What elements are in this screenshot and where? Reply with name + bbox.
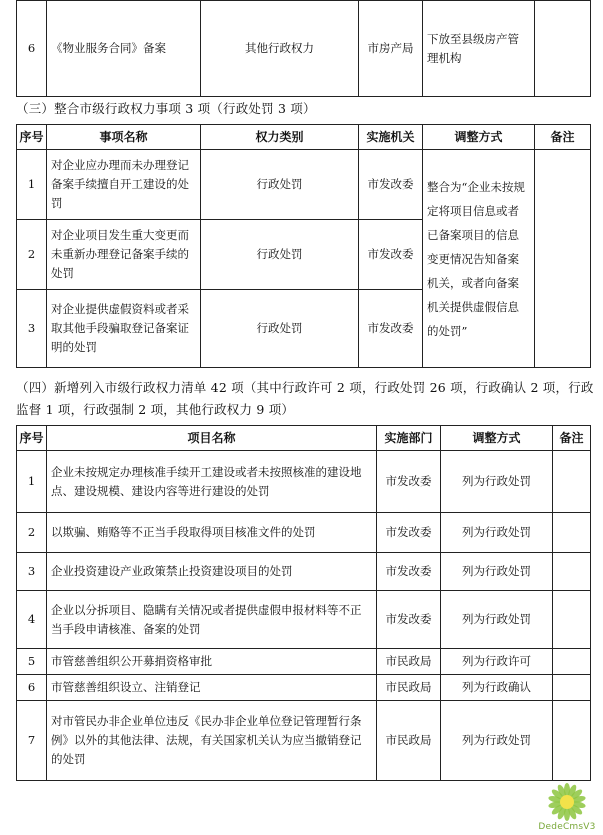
implementing-agency: 市房产局 — [359, 1, 423, 97]
item-name: 对企业提供虚假资料或者采取其他手段骗取登记备案证明的处罚 — [47, 290, 201, 368]
remarks-merged — [535, 150, 591, 368]
flower-icon — [536, 782, 598, 822]
header-agency: 实施部门 — [377, 426, 441, 451]
adjustment-method: 列为行政处罚 — [441, 451, 553, 513]
adjustment-method: 列为行政确认 — [441, 675, 553, 701]
remarks — [553, 553, 591, 591]
header-agency: 实施机关 — [359, 125, 423, 150]
table-row — [17, 1, 591, 97]
row-number: 5 — [17, 649, 47, 675]
dedecms-watermark-logo — [536, 782, 598, 832]
adjustment-method: 下放至县级房产管理机构 — [423, 1, 535, 97]
power-type: 行政处罚 — [201, 150, 359, 220]
adjustment-method: 列为行政处罚 — [441, 701, 553, 781]
item-name: 企业以分拆项目、隐瞒有关情况或者提供虚假申报材料等不正当手段申请核准、备案的处罚 — [47, 591, 377, 649]
adjustment-method-merged: 整合为“企业未按规定将项目信息或者已备案项目的信息变更情况告知备案机关，或者向备案机关提供虚假信息的处罚” — [423, 150, 535, 368]
table-row — [17, 513, 591, 553]
implementing-agency: 市发改委 — [377, 451, 441, 513]
row-number: 7 — [17, 701, 47, 781]
row-number: 3 — [17, 290, 47, 368]
header-number: 序号 — [17, 125, 47, 150]
item-name: 企业投资建设产业政策禁止投资建设项目的处罚 — [47, 553, 377, 591]
table-continuation — [16, 0, 591, 97]
row-number: 2 — [17, 513, 47, 553]
implementing-agency: 市民政局 — [377, 675, 441, 701]
header-remarks: 备注 — [535, 125, 591, 150]
row-number: 1 — [17, 150, 47, 220]
adjustment-method: 列为行政许可 — [441, 649, 553, 675]
header-remarks: 备注 — [553, 426, 591, 451]
item-name: 对企业项目发生重大变更而未重新办理登记备案手续的处罚 — [47, 220, 201, 290]
implementing-agency: 市发改委 — [377, 513, 441, 553]
table-section-3 — [16, 124, 591, 368]
row-number: 6 — [17, 675, 47, 701]
header-adjustment: 调整方式 — [423, 125, 535, 150]
header-number: 序号 — [17, 426, 47, 451]
power-type: 其他行政权力 — [201, 1, 359, 97]
remarks — [553, 675, 591, 701]
item-name: 市管慈善组织设立、注销登记 — [47, 675, 377, 701]
implementing-agency: 市民政局 — [377, 701, 441, 781]
header-adjustment: 调整方式 — [441, 426, 553, 451]
header-item-name: 事项名称 — [47, 125, 201, 150]
adjustment-method: 列为行政处罚 — [441, 591, 553, 649]
row-number: 2 — [17, 220, 47, 290]
table-row — [17, 649, 591, 675]
item-name: 市管慈善组织公开募捐资格审批 — [47, 649, 377, 675]
adjustment-method: 列为行政处罚 — [441, 553, 553, 591]
item-name: 对市管民办非企业单位违反《民办非企业单位登记管理暂行条例》以外的其他法律、法规，有关国家机关认为应当撤销登记的处罚 — [47, 701, 377, 781]
power-type: 行政处罚 — [201, 290, 359, 368]
row-number: 1 — [17, 451, 47, 513]
table-row — [17, 675, 591, 701]
remarks — [553, 591, 591, 649]
item-name: 企业未按规定办理核准手续开工建设或者未按照核准的建设地点、建设规模、建设内容等进行建设的处罚 — [47, 451, 377, 513]
remarks — [553, 701, 591, 781]
table-header-row — [17, 426, 591, 451]
implementing-agency: 市发改委 — [377, 591, 441, 649]
implementing-agency: 市发改委 — [359, 220, 423, 290]
row-number: 4 — [17, 591, 47, 649]
table-section-4 — [16, 425, 591, 781]
remarks — [535, 1, 591, 97]
table-row — [17, 701, 591, 781]
header-item-name: 项目名称 — [47, 426, 377, 451]
implementing-agency: 市发改委 — [359, 290, 423, 368]
table-row — [17, 150, 591, 220]
table-row — [17, 553, 591, 591]
table-header-row — [17, 125, 591, 150]
item-name: 以欺骗、贿赂等不正当手段取得项目核准文件的处罚 — [47, 513, 377, 553]
remarks — [553, 451, 591, 513]
table-row — [17, 591, 591, 649]
adjustment-method: 列为行政处罚 — [441, 513, 553, 553]
row-number: 3 — [17, 553, 47, 591]
item-name: 《物业服务合同》备案 — [47, 1, 201, 97]
row-number: 6 — [17, 1, 47, 97]
section-3-heading: （三）整合市级行政权力事项 3 项（行政处罚 3 项） — [16, 101, 316, 116]
table-row — [17, 451, 591, 513]
implementing-agency: 市发改委 — [359, 150, 423, 220]
header-power-type: 权力类别 — [201, 125, 359, 150]
remarks — [553, 649, 591, 675]
power-type: 行政处罚 — [201, 220, 359, 290]
implementing-agency: 市民政局 — [377, 649, 441, 675]
implementing-agency: 市发改委 — [377, 553, 441, 591]
remarks — [553, 513, 591, 553]
item-name: 对企业应办理而未办理登记备案手续擅自开工建设的处罚 — [47, 150, 201, 220]
watermark-text: DedeCmsV3 — [538, 822, 596, 832]
section-4-heading: （四）新增列入市级行政权力清单 42 项（其中行政许可 2 项，行政处罚 26 项，行政确认 2 项，行政监督 1 项，行政强制 2 项，其他行政权力 9 项） — [16, 380, 594, 417]
